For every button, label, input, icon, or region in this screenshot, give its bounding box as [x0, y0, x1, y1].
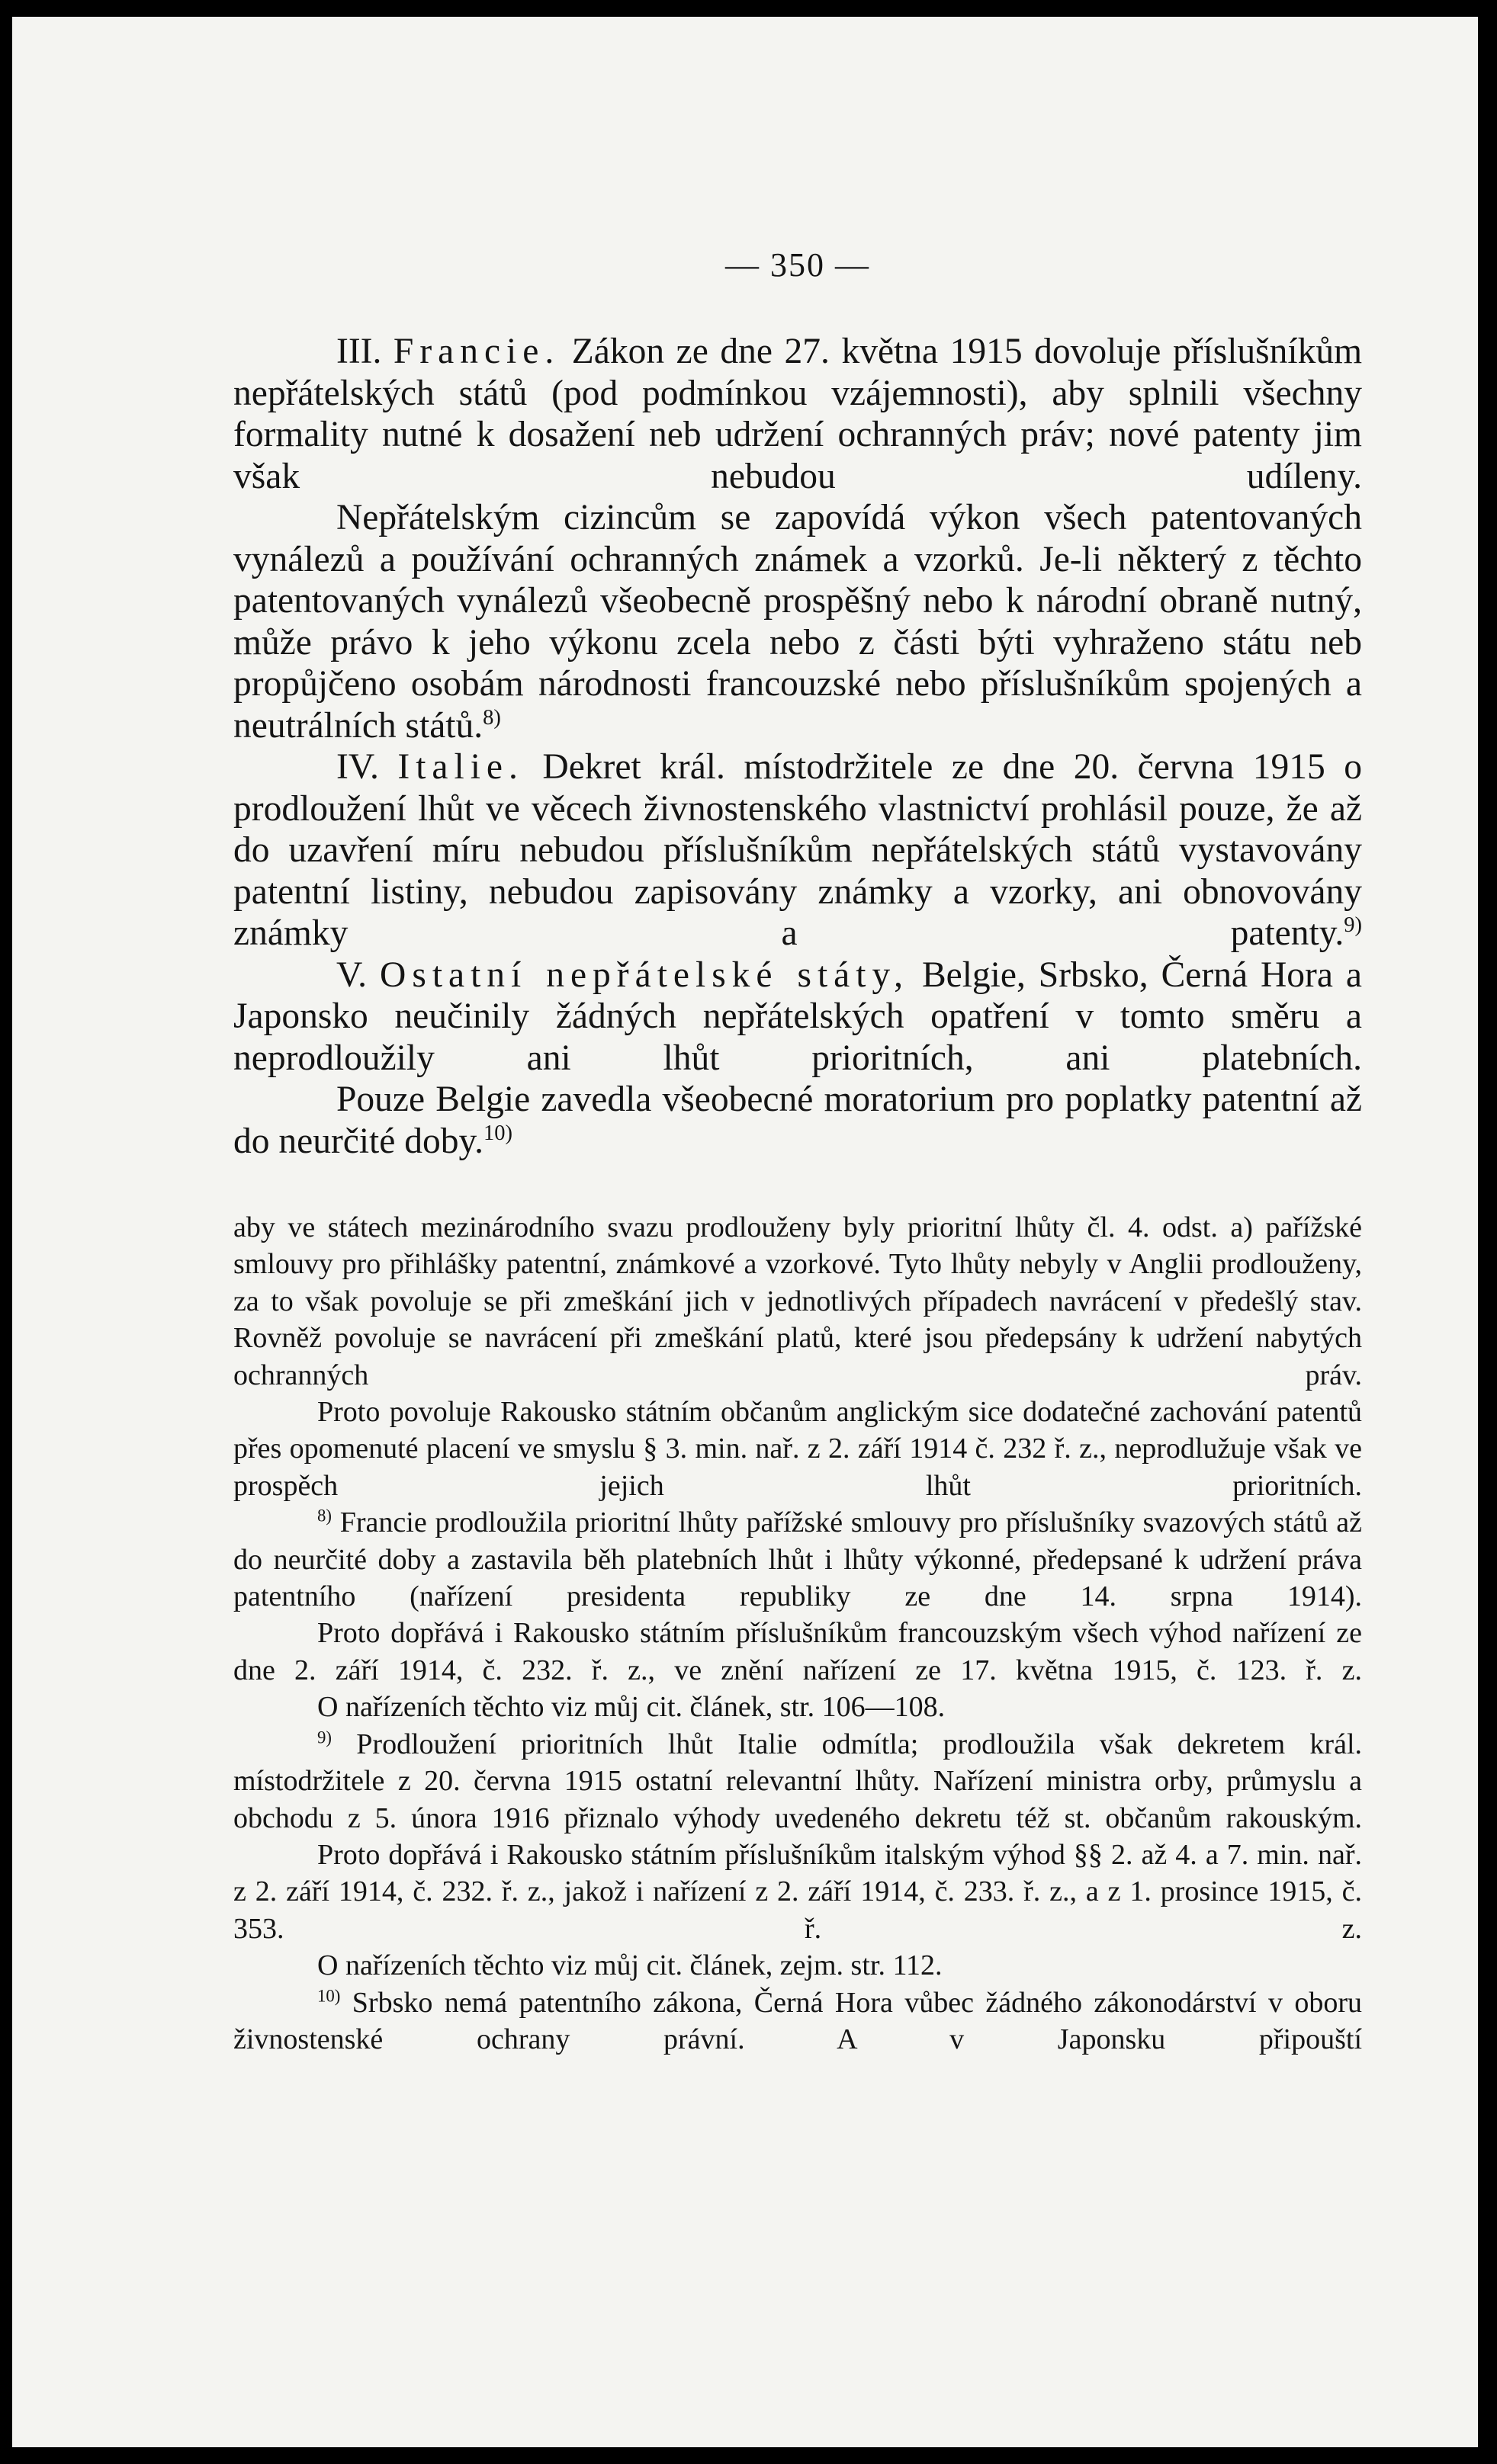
- footnote-text: Srbsko nemá patentního zákona, Černá Hora vůbec žádného zákonodárství v oboru živnostenské ochrany právní. A v Japonsku připouští: [233, 1986, 1362, 2055]
- page-number: — 350 —: [725, 246, 870, 284]
- footnote-10: [233, 1984, 1362, 2058]
- footnotes: [233, 1209, 1362, 2058]
- footnote-9-paragraph-3: O nařízeních těchto viz můj cit. článek, zejm. str. 112.: [317, 1949, 943, 1982]
- book-page: [12, 17, 1478, 2447]
- footnote-mark: 8): [317, 1506, 332, 1526]
- footnote-mark: 9): [317, 1728, 332, 1747]
- footnote-continuation: aby ve státech mezinárodního svazu prodlouženy byly prioritní lhůty čl. 4. odst. a) pařížské smlouvy pro přihlášky patentní, známkové a vzorkové. Tyto lhůty nebyly v Anglii prodlouženy, za to však povoluje se při zmeškání jich v jednotlivých případech navrácení v předešlý stav. Rovněž povoluje se navrácení při zmeškání platů, které jsou předepsány k udržení nabytých ochranných práv.: [233, 1211, 1362, 1391]
- main-text: [233, 331, 1362, 1162]
- footnote-9-paragraph-2: Proto dopřává i Rakousko státním příslušníkům italským výhod §§ 2. až 4. a 7. min. nař. z 2. září 1914, č. 232. ř. z., jakož i nařízení z 2. září 1914, č. 233. ř. z., a z 1. prosince 1915, č. 353. ř. z.: [233, 1838, 1362, 1945]
- paragraph-text: Dekret král. místodržitele ze dne 20. června 1915 o prodloužení lhůt ve věcech živnostenského vlastnictví prohlásil pouze, že až do uzavření míru nebudou příslušníkům nepřátelských států vystavovány patentní listiny, nebudou zapisovány známky a vzorky, ani obnovovány známky a patenty.: [233, 747, 1362, 953]
- section-france: [233, 331, 1362, 497]
- footnote-8: [233, 1504, 1362, 1615]
- footnote-text: Prodloužení prioritních lhůt Italie odmítla; prodloužila však dekretem král. místodržitele z 20. června 1915 ostatní relevantní lhůty. Nařízení ministra orby, průmyslu a obchodu z 5. února 1916 přiznalo výhody uvedeného dekretu též st. občanům rakouským.: [233, 1728, 1363, 1834]
- footnote-ref: 8): [483, 705, 501, 730]
- section-other-states: [233, 954, 1362, 1080]
- footnote-mark: 10): [317, 1985, 341, 2005]
- footnote-8-paragraph-2: Proto dopřává i Rakousko státním příslušníkům francouzským všech výhod nařízení ze dne 2. září 1914, č. 232. ř. z., ve znění nařízení ze 17. května 1915, č. 123. ř. z.: [233, 1617, 1362, 1686]
- paragraph-text: Pouze Belgie zavedla všeobecné moratorium pro poplatky patentní až do neurčité doby.: [233, 1080, 1362, 1161]
- footnote-text: Francie prodloužila prioritní lhůty pařížské smlouvy pro příslušníky svazových států až do neurčité doby a zastavila běh platebních lhůt i lhůty výkonné, předepsané k udržení práva patentního (nařízení presidenta republiky ze dne 14. srpna 1914).: [233, 1506, 1362, 1613]
- paragraph-text: Belgie, Srbsko, Černá Hora a Japonsko neučinily žádných nepřátelských opatření v tomto směru a neprodloužily ani lhůt prioritních, ani platebních.: [233, 954, 1363, 1078]
- section-heading: Ostatní nepřátelské státy,: [380, 954, 909, 995]
- footnote-8-paragraph-3: O nařízeních těchto viz můj cit. článek, str. 106—108.: [317, 1691, 946, 1724]
- country-name: Italie.: [397, 747, 524, 787]
- text-column: [233, 245, 1362, 2058]
- paragraph-belgium: [233, 1079, 1362, 1162]
- section-italy: [233, 746, 1362, 954]
- paragraph-text: Nepřátelským cizincům se zapovídá výkon všech patentovaných vynálezů a používání ochranných známek a vzorků. Je-li některý z těchto patentovaných vynálezů všeobecně prospěšný nebo k národní obraně nutný, může právo k jeho výkonu zcela nebo z části býti vyhraženo státu neb propůjčeno osobám národnosti francouzské nebo příslušníkům spojených a neutrálních států.: [233, 498, 1362, 746]
- section-label: V.: [336, 954, 368, 995]
- footnote-ref: 10): [483, 1121, 513, 1145]
- paragraph-text: Zákon ze dne 27. května 1915 dovoluje příslušníkům nepřátelských států (pod podmínkou vzájemnosti), aby splnili všechny formality nutné k dosažení neb udržení ochranných práv; nové patenty jim však nebudou udíleny.: [233, 332, 1363, 496]
- paragraph-france-2: [233, 497, 1362, 746]
- footnote-ref: 9): [1344, 913, 1362, 938]
- footnote-9: [233, 1726, 1362, 1837]
- country-name: Francie.: [393, 332, 561, 371]
- footnote-continuation-2: Proto povoluje Rakousko státním občanům anglickým sice dodatečné zachování patentů přes opomenuté placení ve smyslu § 3. min. nař. z 2. září 1914 č. 232 ř. z., neprodlužuje však ve prospěch jejich lhůt prioritních.: [233, 1396, 1362, 1502]
- section-label: IV.: [336, 747, 379, 787]
- section-label: III.: [336, 332, 382, 371]
